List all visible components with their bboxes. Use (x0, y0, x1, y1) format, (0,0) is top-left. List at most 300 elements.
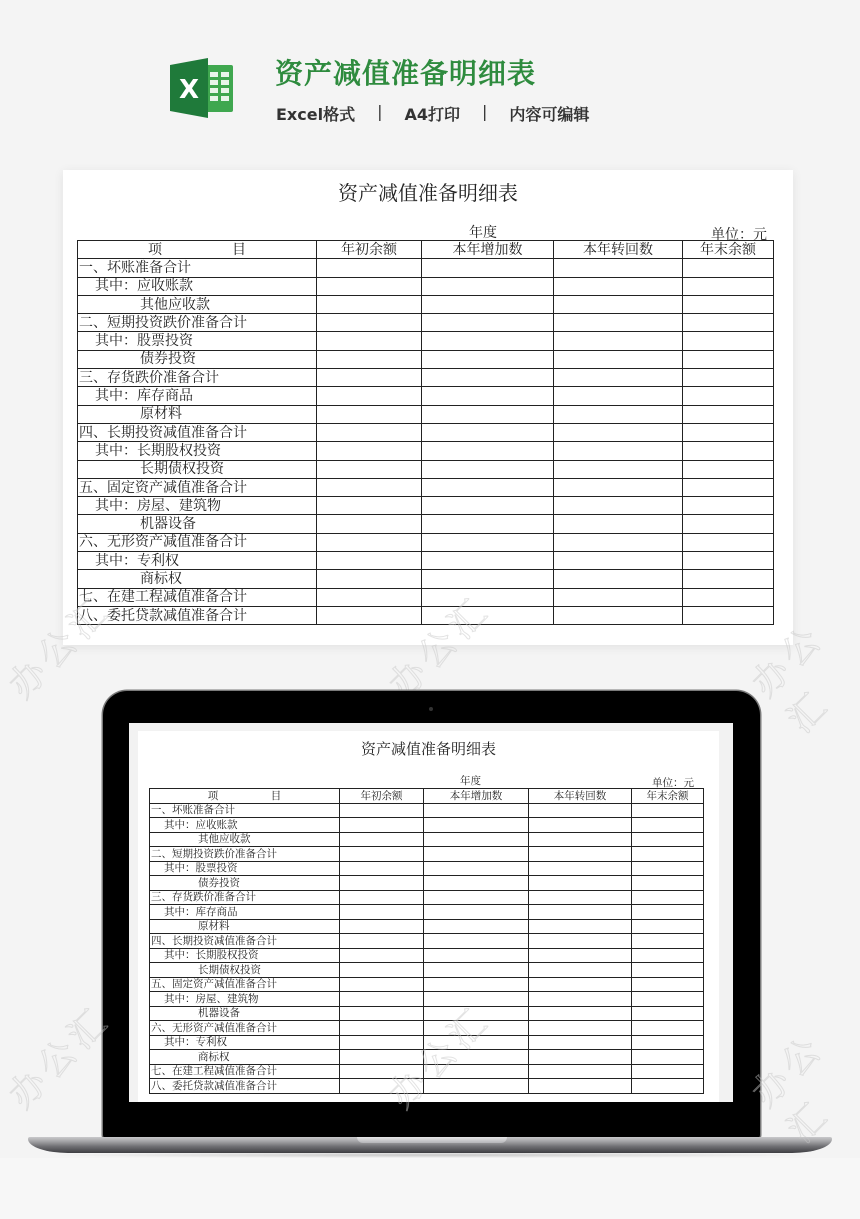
value-cell[interactable] (554, 387, 683, 405)
value-cell[interactable] (422, 423, 554, 441)
header-row (78, 241, 774, 259)
value-cell[interactable] (632, 1079, 704, 1094)
value-cell[interactable] (683, 314, 774, 332)
table-row (78, 405, 774, 423)
value-cell[interactable] (529, 977, 632, 992)
feature-format: Excel格式 (276, 105, 356, 124)
value-cell[interactable] (317, 606, 422, 624)
row-label-text: 机器设备 (198, 1007, 240, 1019)
value-cell[interactable] (422, 533, 554, 551)
sheet-title: 资产减值准备明细表 (338, 181, 518, 205)
value-cell[interactable] (632, 948, 704, 963)
value-cell[interactable] (317, 442, 422, 460)
row-label-text: 其中：专利权 (95, 552, 179, 569)
table-row (78, 533, 774, 551)
table-row (150, 1035, 704, 1050)
table-row (78, 277, 774, 295)
row-label-text: 其他应收款 (140, 296, 210, 313)
value-cell[interactable] (424, 1006, 529, 1021)
row-label (78, 478, 317, 496)
value-cell[interactable] (683, 570, 774, 588)
row-label (78, 606, 317, 624)
table-row (78, 515, 774, 533)
row-label (150, 963, 340, 978)
row-label (78, 405, 317, 423)
table-row (150, 890, 704, 905)
value-cell[interactable] (317, 314, 422, 332)
row-label-text: 其中：库存商品 (164, 905, 238, 918)
value-cell[interactable] (683, 478, 774, 496)
row-label-text: 债券投资 (198, 876, 240, 889)
screen-unit-label: 单位：元 (652, 777, 694, 789)
value-cell[interactable] (424, 1064, 529, 1079)
value-cell[interactable] (422, 332, 554, 350)
row-label-text: 其中：专利权 (164, 1036, 227, 1048)
row-label-text: 一、坏账准备合计 (79, 259, 191, 276)
value-cell[interactable] (424, 948, 529, 963)
value-cell[interactable] (529, 847, 632, 862)
value-cell[interactable] (340, 861, 424, 876)
row-label (78, 588, 317, 606)
row-label-text: 商标权 (140, 570, 182, 587)
table-row (78, 314, 774, 332)
value-cell[interactable] (317, 497, 422, 515)
value-cell[interactable] (632, 934, 704, 949)
row-label (78, 552, 317, 570)
value-cell[interactable] (340, 992, 424, 1007)
row-label (150, 890, 340, 905)
value-cell[interactable] (424, 934, 529, 949)
row-label (78, 460, 317, 478)
value-cell[interactable] (424, 992, 529, 1007)
row-label (150, 1021, 340, 1036)
value-cell[interactable] (424, 1035, 529, 1050)
row-label (78, 314, 317, 332)
value-cell[interactable] (422, 369, 554, 387)
table-row (78, 332, 774, 350)
table-row (150, 876, 704, 891)
row-label-text: 三、存货跌价准备合计 (79, 369, 219, 386)
value-cell[interactable] (424, 977, 529, 992)
row-label-text: 其中：长期股权投资 (95, 442, 221, 459)
value-cell[interactable] (340, 832, 424, 847)
table-row (150, 1006, 704, 1021)
value-cell[interactable] (529, 963, 632, 978)
value-cell[interactable] (632, 818, 704, 833)
value-cell[interactable] (529, 934, 632, 949)
value-cell[interactable] (422, 552, 554, 570)
value-cell[interactable] (340, 803, 424, 818)
value-cell[interactable] (554, 533, 683, 551)
value-cell[interactable] (632, 1035, 704, 1050)
value-cell[interactable] (632, 1006, 704, 1021)
table-row (78, 552, 774, 570)
value-cell[interactable] (683, 369, 774, 387)
value-cell[interactable] (683, 497, 774, 515)
column-header: 项 目 (78, 241, 317, 259)
row-label (78, 533, 317, 551)
row-label-text: 六、无形资产减值准备合计 (151, 1021, 277, 1034)
value-cell[interactable] (340, 1050, 424, 1065)
row-label (150, 847, 340, 862)
value-cell[interactable] (529, 948, 632, 963)
row-label (150, 803, 340, 818)
value-cell[interactable] (340, 1021, 424, 1036)
row-label-text: 一、坏账准备合计 (151, 804, 235, 816)
value-cell[interactable] (422, 405, 554, 423)
row-label (78, 369, 317, 387)
value-cell[interactable] (683, 405, 774, 423)
value-cell[interactable] (683, 606, 774, 624)
value-cell[interactable] (340, 934, 424, 949)
value-cell[interactable] (683, 460, 774, 478)
value-cell[interactable] (422, 295, 554, 313)
value-cell[interactable] (317, 478, 422, 496)
table-row (78, 259, 774, 277)
impairment-table (77, 240, 774, 625)
row-label-text: 其中：股票投资 (95, 333, 193, 350)
value-cell[interactable] (317, 259, 422, 277)
value-cell[interactable] (422, 588, 554, 606)
value-cell[interactable] (632, 963, 704, 978)
table-row (150, 803, 704, 818)
row-label (78, 423, 317, 441)
value-cell[interactable] (422, 497, 554, 515)
value-cell[interactable] (424, 890, 529, 905)
row-label (150, 948, 340, 963)
value-cell[interactable] (554, 295, 683, 313)
row-label (150, 1064, 340, 1079)
value-cell[interactable] (554, 369, 683, 387)
value-cell[interactable] (554, 478, 683, 496)
row-label (150, 1079, 340, 1094)
row-label (78, 442, 317, 460)
row-label (78, 332, 317, 350)
value-cell[interactable] (529, 818, 632, 833)
table-row (150, 934, 704, 949)
value-cell[interactable] (632, 861, 704, 876)
value-cell[interactable] (422, 606, 554, 624)
camera-icon (429, 707, 433, 711)
value-cell[interactable] (529, 1035, 632, 1050)
table-row (78, 442, 774, 460)
value-cell[interactable] (340, 963, 424, 978)
table-row (78, 460, 774, 478)
value-cell[interactable] (422, 478, 554, 496)
value-cell[interactable] (529, 919, 632, 934)
page-title: 资产减值准备明细表 (275, 57, 537, 90)
value-cell[interactable] (683, 350, 774, 368)
row-label-text: 原材料 (140, 406, 182, 423)
row-label (150, 818, 340, 833)
table-row (78, 478, 774, 496)
table-row (78, 606, 774, 624)
value-cell[interactable] (422, 387, 554, 405)
table-row (78, 369, 774, 387)
row-label (150, 992, 340, 1007)
value-cell[interactable] (424, 803, 529, 818)
value-cell[interactable] (632, 905, 704, 920)
row-label (78, 350, 317, 368)
laptop-hinge-notch (357, 1137, 507, 1143)
row-label-text: 六、无形资产减值准备合计 (79, 534, 247, 551)
value-cell[interactable] (683, 332, 774, 350)
row-label-text: 机器设备 (140, 516, 196, 533)
value-cell[interactable] (317, 460, 422, 478)
value-cell[interactable] (424, 919, 529, 934)
value-cell[interactable] (683, 588, 774, 606)
value-cell[interactable] (317, 369, 422, 387)
value-cell[interactable] (683, 423, 774, 441)
row-label (150, 905, 340, 920)
value-cell[interactable] (554, 588, 683, 606)
value-cell[interactable] (554, 405, 683, 423)
value-cell[interactable] (632, 876, 704, 891)
value-cell[interactable] (340, 890, 424, 905)
laptop-shadow (40, 1152, 820, 1158)
value-cell[interactable] (554, 497, 683, 515)
value-cell[interactable] (529, 1050, 632, 1065)
value-cell[interactable] (340, 1035, 424, 1050)
row-label-text: 其中：股票投资 (164, 862, 238, 874)
value-cell[interactable] (424, 832, 529, 847)
table-row (78, 423, 774, 441)
value-cell[interactable] (422, 259, 554, 277)
table-row (78, 295, 774, 313)
row-label (78, 277, 317, 295)
separator: | (482, 102, 488, 121)
value-cell[interactable] (317, 405, 422, 423)
value-cell[interactable] (424, 1050, 529, 1065)
value-cell[interactable] (632, 890, 704, 905)
row-label-text: 其中：应收账款 (95, 278, 193, 295)
table-row (78, 570, 774, 588)
column-header: 本年增加数 (424, 789, 529, 804)
row-label-text: 五、固定资产减值准备合计 (79, 479, 247, 496)
value-cell[interactable] (317, 350, 422, 368)
feature-print: A4打印 (404, 105, 460, 124)
row-label-text: 其他应收款 (198, 833, 251, 845)
value-cell[interactable] (317, 295, 422, 313)
table-row (150, 1064, 704, 1079)
value-cell[interactable] (317, 588, 422, 606)
value-cell[interactable] (317, 332, 422, 350)
screen-impairment-table (149, 788, 704, 1094)
row-label-text: 其中：长期股权投资 (164, 949, 259, 961)
value-cell[interactable] (632, 977, 704, 992)
value-cell[interactable] (683, 277, 774, 295)
excel-icon (170, 58, 234, 118)
value-cell[interactable] (317, 423, 422, 441)
row-label-text: 二、短期投资跌价准备合计 (151, 847, 277, 860)
row-label-text: 三、存货跌价准备合计 (151, 891, 256, 903)
table-row (150, 818, 704, 833)
value-cell[interactable] (340, 977, 424, 992)
value-cell[interactable] (529, 890, 632, 905)
table-row (78, 387, 774, 405)
row-label-text: 其中：房屋、建筑物 (95, 497, 221, 514)
value-cell[interactable] (529, 861, 632, 876)
value-cell[interactable] (632, 832, 704, 847)
value-cell[interactable] (317, 515, 422, 533)
value-cell[interactable] (340, 818, 424, 833)
row-label (78, 570, 317, 588)
value-cell[interactable] (529, 803, 632, 818)
table-row (150, 948, 704, 963)
value-cell[interactable] (632, 1050, 704, 1065)
value-cell[interactable] (424, 1021, 529, 1036)
value-cell[interactable] (554, 314, 683, 332)
value-cell[interactable] (317, 277, 422, 295)
sheet-preview-card (63, 170, 793, 645)
value-cell[interactable] (554, 423, 683, 441)
column-header: 本年转回数 (554, 241, 683, 259)
year-label: 年度 (469, 225, 497, 241)
value-cell[interactable] (422, 570, 554, 588)
value-cell[interactable] (632, 847, 704, 862)
value-cell[interactable] (317, 570, 422, 588)
row-label (150, 934, 340, 949)
row-label-text: 债券投资 (140, 351, 196, 368)
value-cell[interactable] (554, 552, 683, 570)
value-cell[interactable] (683, 387, 774, 405)
row-label-text: 四、长期投资减值准备合计 (79, 424, 247, 441)
value-cell[interactable] (529, 832, 632, 847)
value-cell[interactable] (529, 1006, 632, 1021)
value-cell[interactable] (340, 919, 424, 934)
column-header: 年末余额 (632, 789, 704, 804)
row-label (150, 977, 340, 992)
value-cell[interactable] (424, 818, 529, 833)
value-cell[interactable] (632, 1021, 704, 1036)
value-cell[interactable] (424, 963, 529, 978)
row-label (150, 876, 340, 891)
value-cell[interactable] (340, 1006, 424, 1021)
value-cell[interactable] (632, 803, 704, 818)
table-row (150, 992, 704, 1007)
value-cell[interactable] (422, 277, 554, 295)
value-cell[interactable] (554, 460, 683, 478)
value-cell[interactable] (683, 552, 774, 570)
value-cell[interactable] (424, 861, 529, 876)
table-row (78, 588, 774, 606)
value-cell[interactable] (317, 533, 422, 551)
value-cell[interactable] (529, 876, 632, 891)
value-cell[interactable] (554, 350, 683, 368)
column-header: 年末余额 (683, 241, 774, 259)
value-cell[interactable] (529, 1079, 632, 1094)
row-label (78, 387, 317, 405)
row-label (150, 1050, 340, 1065)
value-cell[interactable] (422, 314, 554, 332)
row-label (78, 295, 317, 313)
value-cell[interactable] (424, 905, 529, 920)
value-cell[interactable] (683, 515, 774, 533)
row-label-text: 商标权 (198, 1050, 230, 1063)
row-label-text: 其中：应收账款 (164, 818, 238, 831)
table-row (150, 861, 704, 876)
value-cell[interactable] (632, 919, 704, 934)
feature-editable: 内容可编辑 (509, 105, 590, 124)
value-cell[interactable] (554, 515, 683, 533)
row-label-text: 二、短期投资跌价准备合计 (79, 314, 247, 331)
table-row (150, 1050, 704, 1065)
value-cell[interactable] (422, 460, 554, 478)
row-label (78, 515, 317, 533)
column-header: 年初余额 (317, 241, 422, 259)
value-cell[interactable] (529, 1064, 632, 1079)
column-header: 年初余额 (340, 789, 424, 804)
value-cell[interactable] (683, 259, 774, 277)
table-row (150, 1021, 704, 1036)
header-row (150, 789, 704, 804)
separator: | (377, 102, 383, 121)
value-cell[interactable] (422, 442, 554, 460)
row-label-text: 原材料 (198, 920, 230, 932)
value-cell[interactable] (554, 606, 683, 624)
row-label (150, 1006, 340, 1021)
value-cell[interactable] (422, 350, 554, 368)
value-cell[interactable] (340, 1064, 424, 1079)
row-label-text: 七、在建工程减值准备合计 (151, 1065, 277, 1077)
value-cell[interactable] (424, 847, 529, 862)
value-cell[interactable] (683, 295, 774, 313)
value-cell[interactable] (529, 905, 632, 920)
value-cell[interactable] (422, 515, 554, 533)
column-header: 项 目 (150, 789, 340, 804)
value-cell[interactable] (424, 876, 529, 891)
screen-year-label: 年度 (460, 775, 481, 787)
value-cell[interactable] (424, 1079, 529, 1094)
value-cell[interactable] (340, 847, 424, 862)
column-header: 本年转回数 (529, 789, 632, 804)
table-row (150, 963, 704, 978)
row-label-text: 八、委托贷款减值准备合计 (79, 607, 247, 624)
value-cell[interactable] (683, 533, 774, 551)
value-cell[interactable] (683, 442, 774, 460)
value-cell[interactable] (340, 948, 424, 963)
table-row (150, 1079, 704, 1094)
unit-label: 单位：元 (711, 227, 767, 243)
table-row (150, 847, 704, 862)
value-cell[interactable] (340, 876, 424, 891)
value-cell[interactable] (529, 1021, 632, 1036)
value-cell[interactable] (632, 992, 704, 1007)
value-cell[interactable] (340, 1079, 424, 1094)
value-cell[interactable] (317, 387, 422, 405)
value-cell[interactable] (554, 570, 683, 588)
value-cell[interactable] (529, 992, 632, 1007)
value-cell[interactable] (554, 332, 683, 350)
row-label (150, 861, 340, 876)
row-label-text: 四、长期投资减值准备合计 (151, 934, 277, 947)
value-cell[interactable] (632, 1064, 704, 1079)
row-label-text: 其中：库存商品 (95, 388, 193, 405)
column-header: 本年增加数 (422, 241, 554, 259)
value-cell[interactable] (554, 277, 683, 295)
row-label-text: 五、固定资产减值准备合计 (151, 978, 277, 990)
row-label-text: 七、在建工程减值准备合计 (79, 589, 247, 606)
screen-sheet-page (138, 731, 719, 1102)
value-cell[interactable] (317, 552, 422, 570)
row-label (78, 497, 317, 515)
row-label-text: 其中：房屋、建筑物 (164, 992, 259, 1005)
value-cell[interactable] (554, 259, 683, 277)
table-row (78, 497, 774, 515)
value-cell[interactable] (340, 905, 424, 920)
svg-text:X: X (178, 75, 200, 105)
value-cell[interactable] (554, 442, 683, 460)
